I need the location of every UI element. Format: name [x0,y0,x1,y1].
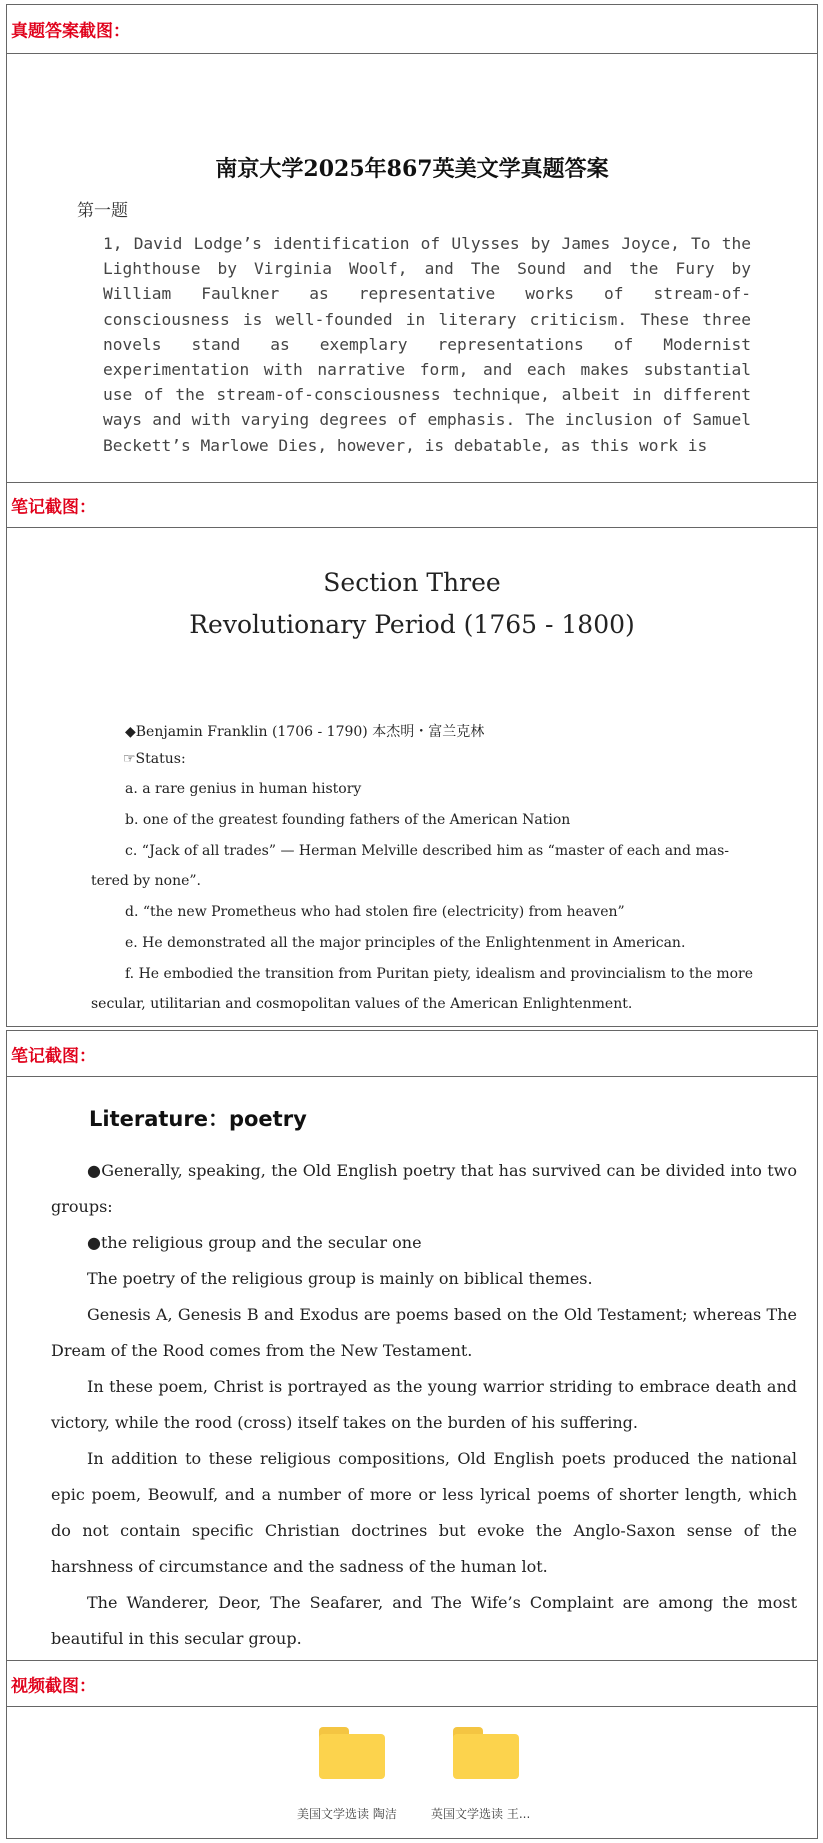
answer-label: 真题答案截图： [11,21,130,42]
note-line: a. a rare genius in human history [125,781,362,797]
folder-icon [319,1727,385,1779]
answer-subtitle: 第一题 [77,201,128,221]
note-line: ◆Benjamin Franklin (1706 - 1790) 本杰明・富兰克林 [125,724,485,740]
folder-item[interactable] [431,1727,541,1827]
notes2-paragraph: The poetry of the religious group is mainly on biblical themes. [87,1269,593,1288]
folder-icon [453,1727,519,1779]
notes2-label: 笔记截图： [11,1046,96,1066]
notes2-paragraph: ●the religious group and the secular one [87,1233,422,1252]
note-line: secular, utilitarian and cosmopolitan values of the American Enlightenment. [91,996,633,1012]
notes1-label-row [6,482,818,528]
notes2-paragraph: Genesis A, Genesis B and Exodus are poems based on the Old Testament; whereas The Dream of the Rood comes from the New Testament. [51,1305,797,1360]
note-line: e. He demonstrated all the major principles of the Enlightenment in American. [125,935,686,951]
notes1-heading-section: Section Three [323,568,501,597]
notes2-paragraph: ●Generally, speaking, the Old English poetry that has survived can be divided into two groups: [51,1161,797,1216]
notes2-paragraph: In these poem, Christ is portrayed as the young warrior striding to embrace death and victory, while the rood (cross) itself takes on the burden of his suffering. [51,1377,797,1432]
folder-name: 英国文学选读 王... [431,1807,531,1821]
note-line: tered by none”. [91,873,201,889]
notes1-screenshot [6,527,818,1027]
note-line: d. “the new Prometheus who had stolen fire (electricity) from heaven” [125,904,625,920]
video-screenshot [6,1706,818,1839]
video-label-row [6,1660,818,1707]
notes1-label: 笔记截图： [11,497,96,518]
notes2-label-row [6,1030,818,1077]
note-line: f. He embodied the transition from Puritan piety, idealism and provincialism to the more [125,966,754,982]
notes2-paragraph: The Wanderer, Deor, The Seafarer, and The Wife’s Complaint are among the most beautiful in this secular group. [51,1593,797,1648]
notes2-paragraph: In addition to these religious compositions, Old English poets produced the national epic poem, Beowulf, and a number of more or less lyrical poems of shorter length, which do not contain specific Christian doctrines but evoke the Anglo-Saxon sense of the harshness of circumstance and the sadness of the human lot. [51,1449,797,1576]
answer-label-row [6,4,818,54]
answer-paragraph: 1, David Lodge’s identification of Ulysses by James Joyce, To the Lighthouse by Virginia Woolf, and The Sound and the Fury by William Faulkner as representative works of stream-of-consciousness is well-founded in literary criticism. These three novels stand as exemplary representations of Modernist experimentation with narrative form, and each makes substantial use of the stream-of-consciousness technique, albeit in different ways and with varying degrees of emphasis. The inclusion of Samuel Beckett’s Marlowe Dies, however, is debatable, as this work is [103,234,751,455]
folder-name: 美国文学选读 陶洁 [297,1807,397,1821]
answer-screenshot [6,53,818,483]
notes2-heading: Literature：poetry [89,1107,307,1131]
answer-title: 南京大学2025年867英美文学真题答案 [215,156,609,182]
video-label: 视频截图： [11,1676,96,1696]
note-line: ☞Status: [123,751,186,767]
note-line: c. “Jack of all trades” — Herman Melville described him as “master of each and mas- [125,843,730,859]
notes1-heading-period: Revolutionary Period (1765 - 1800) [189,610,635,639]
notes2-screenshot [6,1076,818,1661]
folder-item[interactable] [297,1727,407,1827]
note-line: b. one of the greatest founding fathers of the American Nation [125,812,571,828]
